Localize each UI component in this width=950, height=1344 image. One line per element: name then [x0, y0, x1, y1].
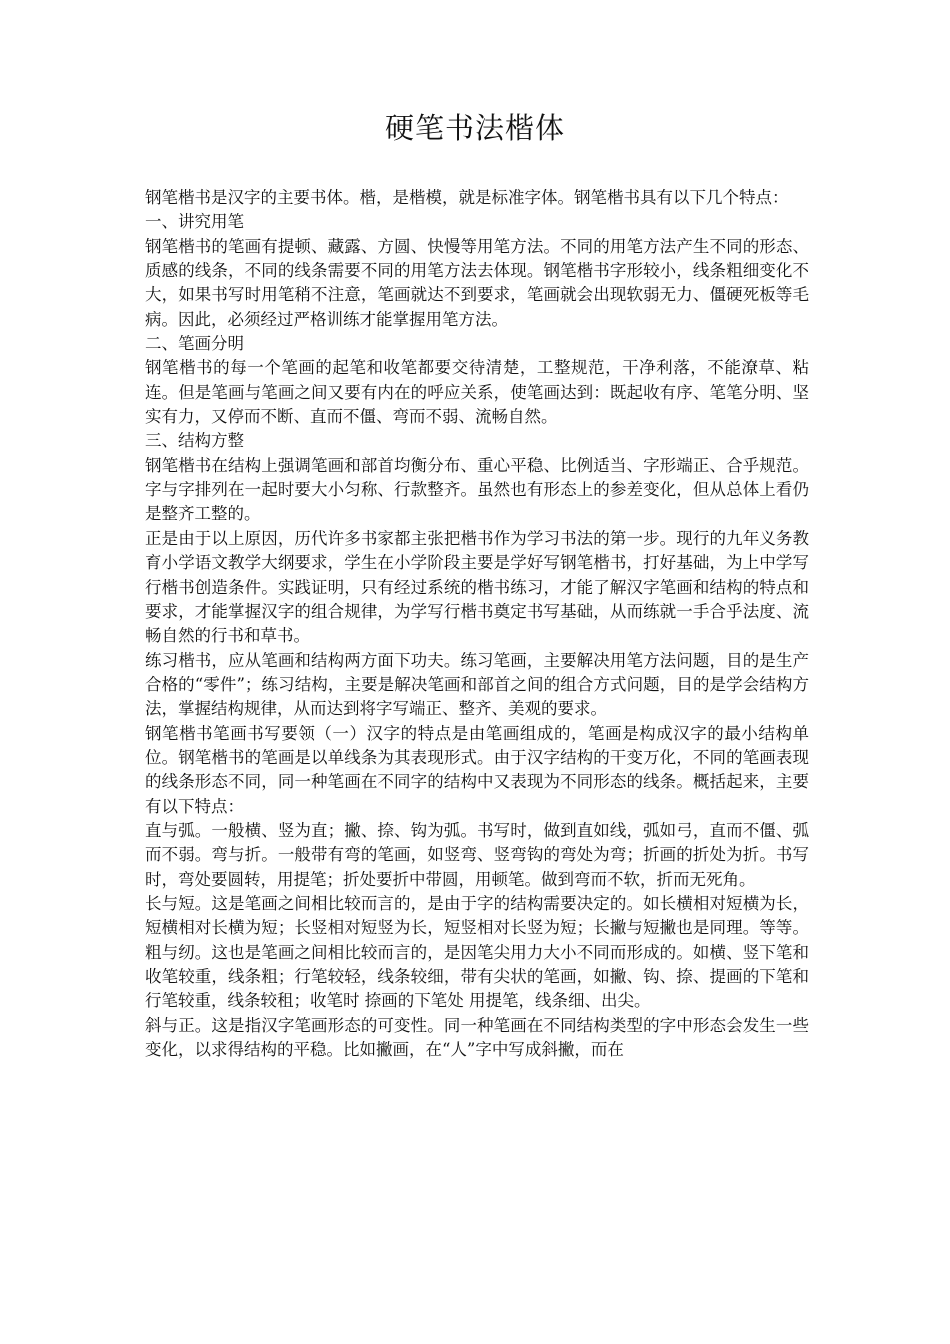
paragraph-practice: 练习楷书，应从笔画和结构两方面下功夫。练习笔画，主要解决用笔方法问题，目的是生产合格的“零件”；练习结构，主要是解决笔画和部首之间的组合方式问题，目的是学会结构方法，掌握结构规律，从而达到将字写端正、整齐、美观的要求。	[145, 650, 809, 719]
paragraph-long-short: 长与短。这是笔画之间相比较而言的，是由于字的结构需要决定的。如长横相对短横为长，短横相对长横为短；长竖相对短竖为长，短竖相对长竖为短；长撇与短撇也是同理。等等。粗与纫。这也是笔画之间相比较而言的，是因笔尖用力大小不同而形成的。如横、竖下笔和收笔较重，线条粗；行笔较轻，线条较细，带有尖状的笔画，如撇、钩、捺、提画的下笔和行笔较重，线条较租；收笔时 捺画的下笔处 用提笔，线条细、出尖。	[145, 893, 809, 1011]
paragraph-intro: 钢笔楷书是汉字的主要书体。楷，是楷模，就是标准字体。钢笔楷书具有以下几个特点：	[145, 188, 789, 207]
paragraph-slant-upright: 斜与正。这是指汉字笔画形态的可变性。同一种笔画在不同结构类型的字中形态会发生一些变化，以求得结构的平稳。比如撇画，在“人”字中写成斜撇，而在	[145, 1015, 809, 1060]
section-heading-2: 二、笔画分明	[145, 334, 244, 354]
paragraph-section-2: 钢笔楷书的每一个笔画的起笔和收笔都要交待清楚，工整规范，干净利落，不能潦草、粘连。但是笔画与笔画之间又要有内在的呼应关系，使笔画达到：既起收有序、笔笔分明、坚实有力，又停而不断、直而不僵、弯而不弱、流畅自然。	[145, 358, 809, 427]
paragraph-section-1: 钢笔楷书的笔画有提顿、藏露、方圆、快慢等用笔方法。不同的用笔方法产生不同的形态、质感的线条，不同的线条需要不同的用笔方法去体现。钢笔楷书字形较小，线条粗细变化不大，如果书写时用笔稍不注意，笔画就达不到要求，笔画就会出现软弱无力、僵硬死板等毛病。因此，必须经过严格训练才能掌握用笔方法。	[145, 236, 809, 329]
paragraph-straight-curve: 直与弧。一般横、竖为直；撇、捺、钩为弧。书写时，做到直如线，弧如弓，直而不僵、弧而不弱。弯与折。一般带有弯的笔画，如竖弯、竖弯钩的弯处为弯；折画的折处为折。书写时，弯处要圆转，用提笔；折处要折中带圆，用顿笔。做到弯而不软，折而无死角。	[145, 820, 809, 889]
paragraph-reason: 正是由于以上原因，历代许多书家都主张把楷书作为学习书法的第一步。现行的九年义务教育小学语文教学大纲要求，学生在小学阶段主要是学好写钢笔楷书，打好基础，为上中学写行楷书创造条件。实践证明，只有经过系统的楷书练习，才能了解汉字笔画和结构的特点和要求，才能掌握汉字的组合规律，为学写行楷书奠定书写基础，从而练就一手合乎法度、流畅自然的行书和草书。	[145, 528, 809, 646]
section-heading-1: 一、讲究用笔	[145, 212, 244, 232]
document-body	[145, 186, 809, 1062]
document-title: 硬笔书法楷体	[384, 111, 565, 145]
paragraph-section-3: 钢笔楷书在结构上强调笔画和部首均衡分布、重心平稳、比例适当、字形端正、合乎规范。字与字排列在一起时要大小匀称、行款整齐。虽然也有形态上的参差变化，但从总体上看仍是整齐工整的。	[145, 455, 809, 524]
paragraph-stroke-essentials: 钢笔楷书笔画书写要领（一）汉字的特点是由笔画组成的，笔画是构成汉字的最小结构单位。钢笔楷书的笔画是以单线条为其表现形式。由于汉字结构的干变万化，不同的笔画表现的线条形态不同，同一种笔画在不同字的结构中又表现为不同形态的线条。概括起来，主要有以下特点：	[145, 723, 809, 816]
section-heading-3: 三、结构方整	[145, 431, 244, 451]
